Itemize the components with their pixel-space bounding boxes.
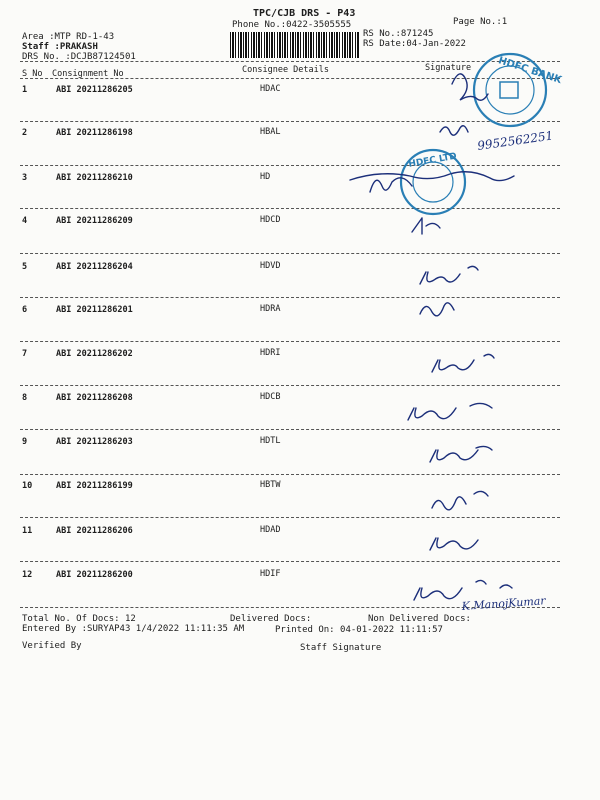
row-details: HDAC: [260, 84, 281, 94]
row-details: HDTL: [260, 436, 281, 446]
row-details: HDVD: [260, 261, 281, 271]
rs-number: RS No.:871245: [363, 29, 434, 39]
row-consignment: ABI 20211286204: [56, 262, 133, 272]
row-divider: [20, 429, 560, 430]
row-details: HDIF: [260, 569, 281, 579]
row-details: HDCB: [260, 392, 281, 402]
row-consignment: ABI 20211286201: [56, 305, 133, 315]
staff-label: Staff :PRAKASH: [22, 42, 98, 52]
header-divider-top: [20, 61, 560, 62]
area-label: Area :MTP RD-1-43: [22, 32, 115, 42]
row-divider: [20, 474, 560, 475]
row-sno: 11: [22, 526, 33, 536]
row-divider: [20, 253, 560, 254]
row-divider: [20, 297, 560, 298]
row-sno: 2: [22, 128, 28, 138]
row-sno: 12: [22, 570, 33, 580]
handwritten-phone: 9952562251: [476, 128, 555, 153]
row-divider: [20, 341, 560, 342]
stamp-1-label: HDFC BANK: [496, 55, 563, 87]
row-consignment: ABI 20211286198: [56, 128, 133, 138]
stamp-2-label: HDFC LTD: [407, 151, 458, 170]
entered-by: Entered By :SURYAP43 1/4/2022 11:11:35 AM: [22, 624, 245, 634]
column-consignment: Consignment No: [52, 69, 124, 79]
phone-number: Phone No.:0422-3505555: [232, 20, 352, 30]
row-details: HDRA: [260, 304, 281, 314]
printed-on: Printed On: 04-01-2022 11:11:57: [275, 625, 443, 635]
drs-number: DRS No. :DCJB87124501: [22, 52, 136, 62]
total-docs: Total No. Of Docs: 12: [22, 614, 136, 624]
row-consignment: ABI 20211286206: [56, 526, 133, 536]
row-details: HDCD: [260, 215, 281, 225]
row-sno: 8: [22, 393, 28, 403]
row-sno: 9: [22, 437, 28, 447]
handwritten-name: K.ManojKumar: [461, 594, 546, 613]
row-details: HD: [260, 172, 271, 182]
row-divider: [20, 517, 560, 518]
row-sno: 7: [22, 349, 28, 359]
row-sno: 3: [22, 173, 28, 183]
bank-stamp-1: [474, 54, 564, 126]
row-sno: 10: [22, 481, 33, 491]
row-sno: 4: [22, 216, 28, 226]
row-consignment: ABI 20211286202: [56, 349, 133, 359]
row-details: HDRI: [260, 348, 281, 358]
column-details: Consignee Details: [242, 65, 329, 75]
row-divider: [20, 121, 560, 122]
row-consignment: ABI 20211286205: [56, 85, 133, 95]
row-consignment: ABI 20211286199: [56, 481, 133, 491]
row-divider: [20, 561, 560, 562]
row-consignment: ABI 20211286210: [56, 173, 133, 183]
bank-stamp-2: [401, 150, 465, 214]
document-title: TPC/CJB DRS - P43: [253, 8, 356, 19]
delivered-docs: Delivered Docs:: [230, 614, 312, 624]
verified-by: Verified By: [22, 641, 82, 651]
column-signature: Signature: [425, 63, 472, 73]
header-divider-bottom: [20, 78, 560, 79]
row-consignment: ABI 20211286209: [56, 216, 133, 226]
row-sno: 1: [22, 85, 28, 95]
row-sno: 6: [22, 305, 28, 315]
barcode: [230, 32, 360, 58]
row-divider: [20, 208, 560, 209]
row-details: HDAD: [260, 525, 281, 535]
staff-signature: Staff Signature: [300, 643, 382, 653]
page-number: Page No.:1: [453, 17, 508, 27]
row-divider: [20, 165, 560, 166]
row-divider: [20, 385, 560, 386]
row-consignment: ABI 20211286200: [56, 570, 133, 580]
row-details: HBTW: [260, 480, 281, 490]
row-consignment: ABI 20211286203: [56, 437, 133, 447]
rs-date: RS Date:04-Jan-2022: [363, 39, 466, 49]
row-details: HBAL: [260, 127, 281, 137]
row-consignment: ABI 20211286208: [56, 393, 133, 403]
non-delivered-docs: Non Delivered Docs:: [368, 614, 471, 624]
row-divider: [20, 607, 560, 608]
handwritten-signatures: [350, 74, 554, 613]
column-sno: S No: [22, 69, 43, 79]
row-sno: 5: [22, 262, 28, 272]
